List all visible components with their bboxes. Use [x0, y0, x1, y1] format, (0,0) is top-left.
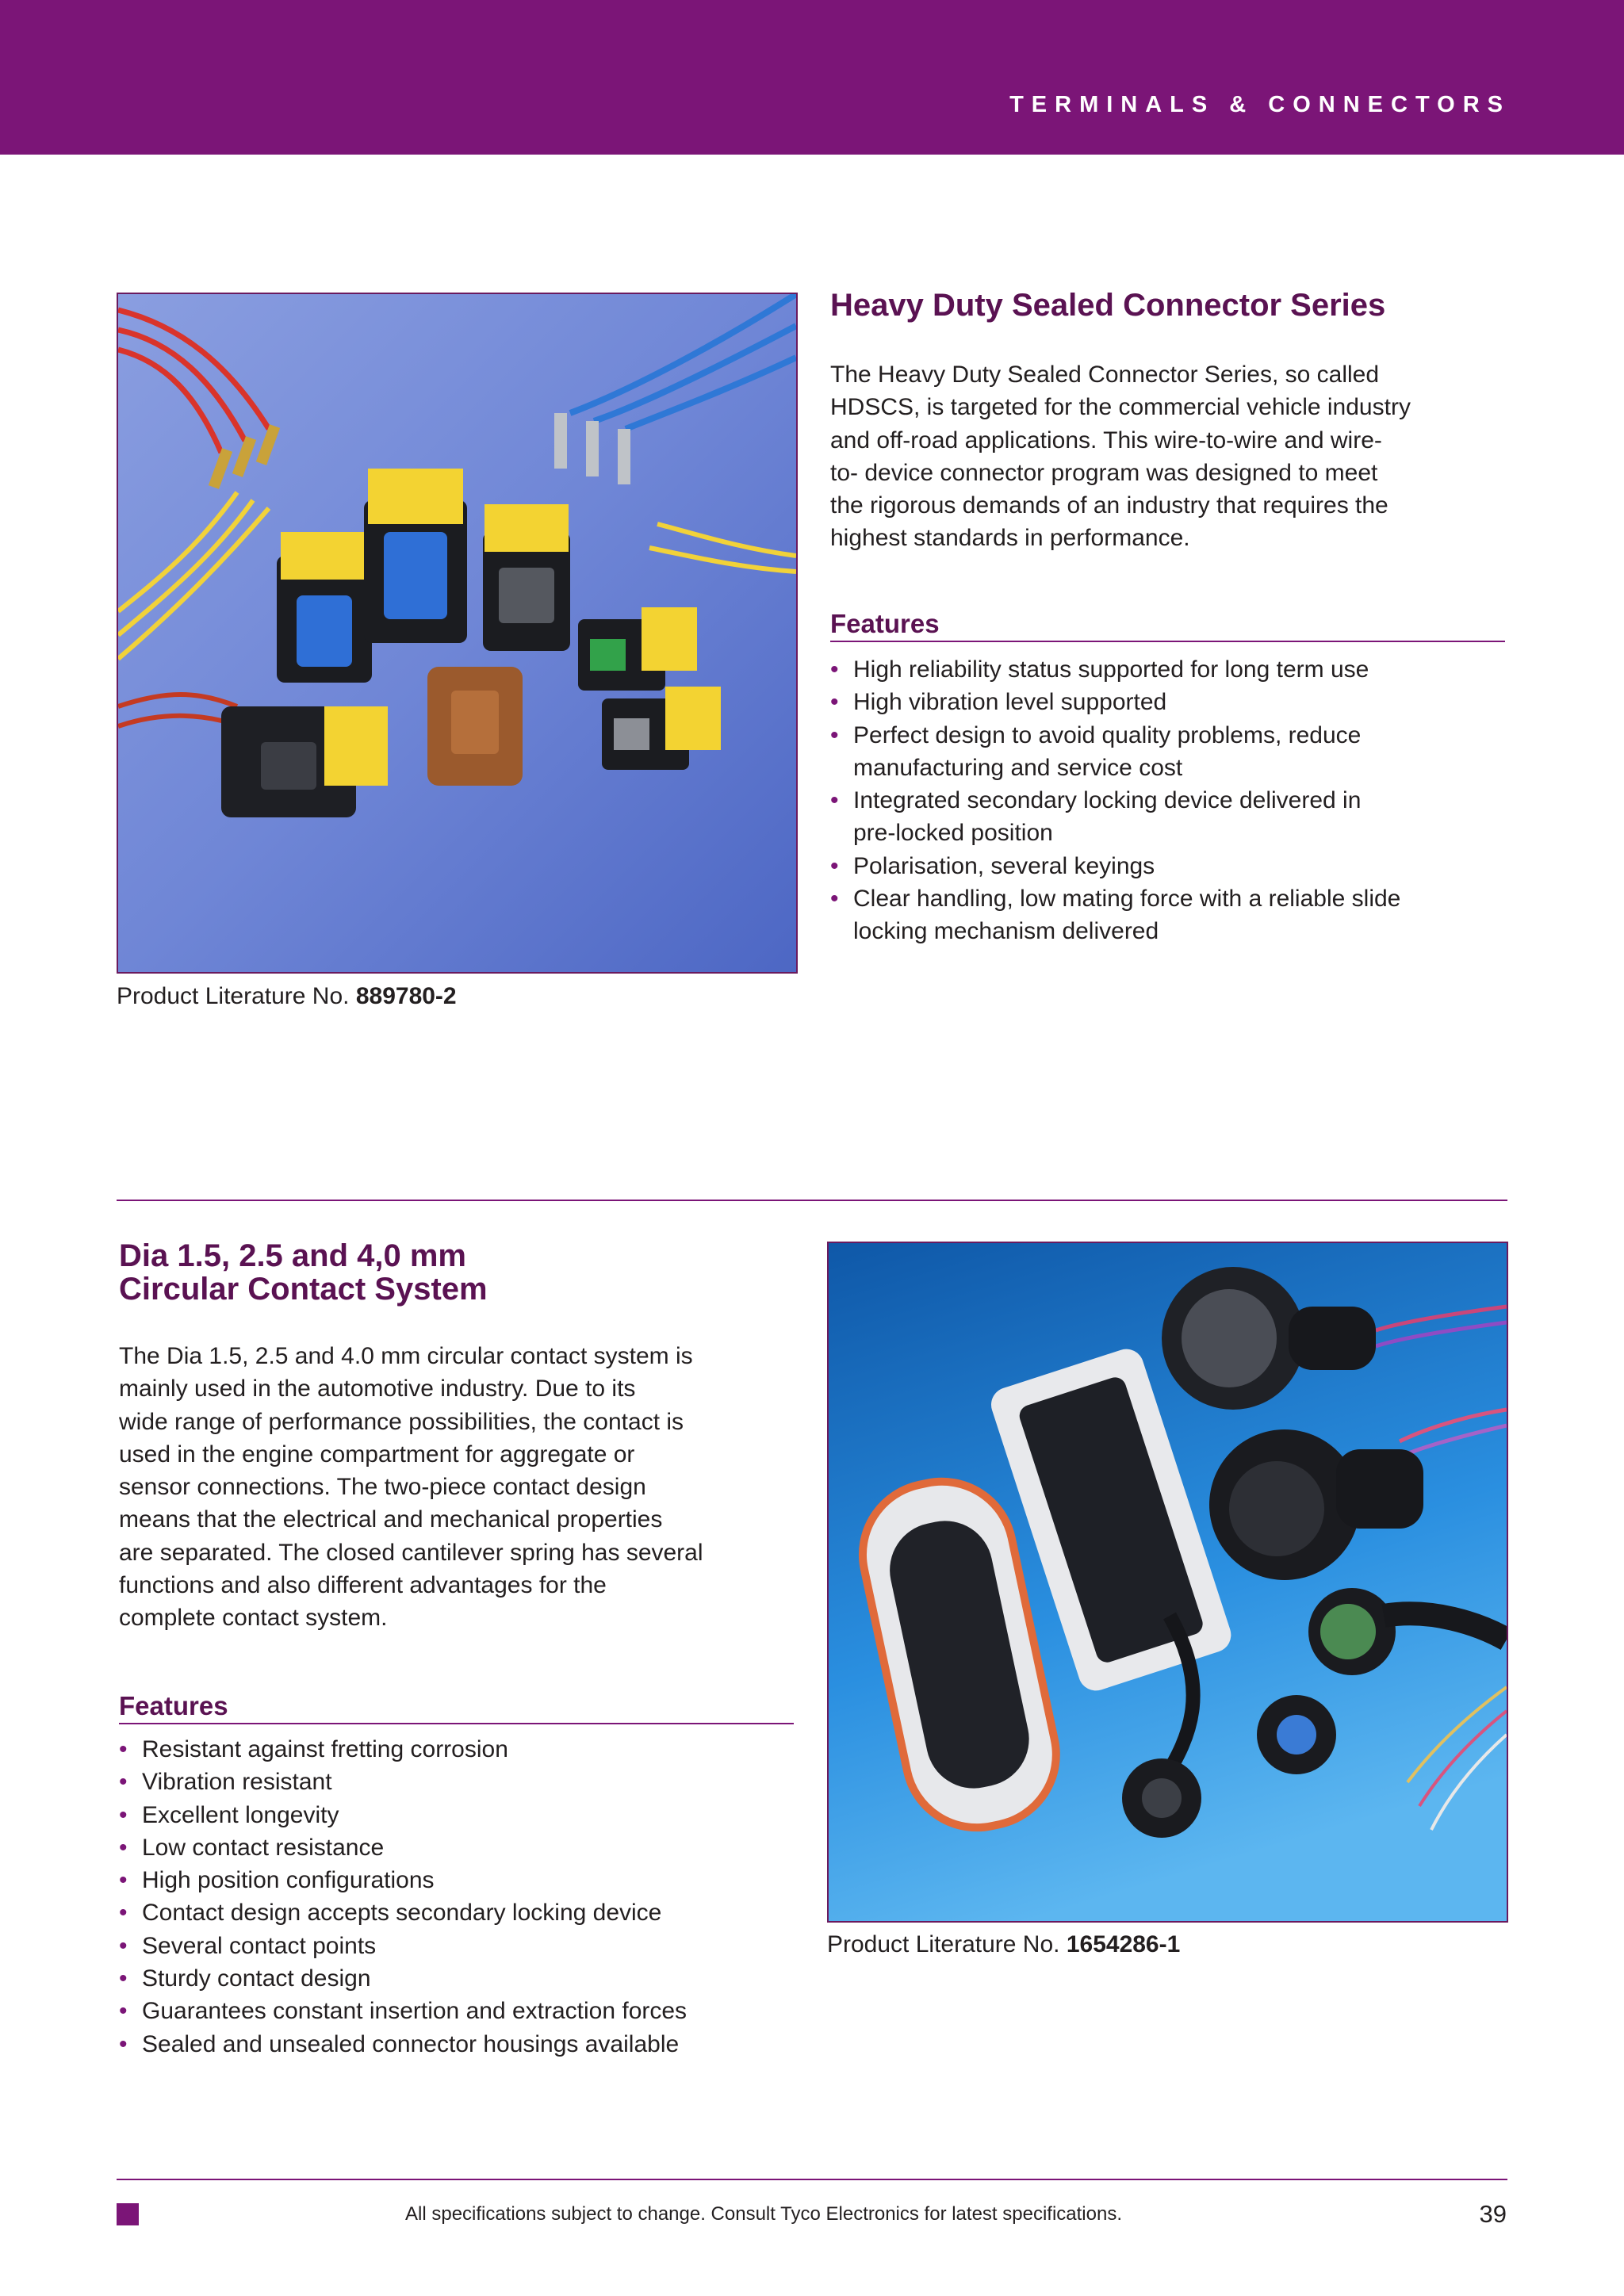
header-bar — [0, 0, 1624, 155]
features-list — [830, 653, 1400, 948]
section-description — [830, 358, 1411, 555]
bullet-icon: • — [119, 1965, 128, 1992]
features-heading: Features — [119, 1691, 794, 1724]
paragraph-line: The Heavy Duty Sealed Connector Series, so called — [830, 362, 1380, 388]
bullet-icon: • — [830, 852, 839, 879]
footer-divider — [117, 2179, 1507, 2180]
caption-label: Product Literature No. — [117, 983, 350, 1009]
feature-item: • Contact design accepts secondary locking device — [119, 1896, 687, 1929]
product-literature-caption-1 — [117, 983, 457, 1010]
paragraph-line: to- device connector program was designed to meet — [830, 459, 1378, 486]
feature-item: • Clear handling, low mating force with a reliable slide locking mechanism delivered — [830, 882, 1400, 948]
caption-label: Product Literature No. — [827, 1931, 1060, 1957]
paragraph-line: highest standards in performance. — [830, 525, 1190, 552]
bullet-icon: • — [830, 787, 839, 814]
feature-item: • Vibration resistant — [119, 1766, 687, 1798]
page-number: 39 — [1479, 2200, 1507, 2228]
bullet-icon: • — [119, 1801, 128, 1828]
paragraph-line: HDSCS, is targeted for the commercial vehicle industry — [830, 394, 1411, 421]
feature-item: • High reliability status supported for long term use — [830, 653, 1400, 686]
paragraph-line: complete contact system. — [119, 1605, 388, 1632]
bullet-icon: • — [119, 1769, 128, 1796]
section-title-line-1: Dia 1.5, 2.5 and 4,0 mm — [119, 1238, 466, 1273]
bullet-icon: • — [119, 1900, 128, 1927]
paragraph-line: functions and also different advantages for the — [119, 1572, 607, 1599]
bullet-icon: • — [830, 689, 839, 716]
paragraph-line: the rigorous demands of an industry that requires the — [830, 492, 1388, 519]
feature-item: • Several contact points — [119, 1930, 687, 1962]
paragraph-line: mainly used in the automotive industry. Due to its — [119, 1376, 636, 1402]
feature-item: • High position configurations — [119, 1864, 687, 1896]
bullet-icon: • — [119, 1736, 128, 1762]
paragraph-line: used in the engine compartment for aggregate or — [119, 1441, 635, 1468]
bullet-icon: • — [119, 1932, 128, 1959]
feature-item: • Polarisation, several keyings — [830, 850, 1400, 882]
paragraph-line: are separated. The closed cantilever spring has several — [119, 1539, 703, 1566]
section-divider — [117, 1200, 1507, 1201]
bullet-icon: • — [830, 656, 839, 683]
section-title: Heavy Duty Sealed Connector Series — [830, 288, 1386, 323]
paragraph-line: and off-road applications. This wire-to-wire and wire- — [830, 427, 1382, 453]
bullet-icon: • — [830, 721, 839, 748]
feature-item: • Low contact resistance — [119, 1831, 687, 1864]
feature-item: • Sealed and unsealed connector housings available — [119, 2028, 687, 2061]
feature-item: • Resistant against fretting corrosion — [119, 1733, 687, 1766]
feature-item: • Perfect design to avoid quality problems, reduce manufacturing and service cost — [830, 719, 1400, 785]
feature-item: • Sturdy contact design — [119, 1962, 687, 1995]
caption-number: 889780-2 — [355, 983, 457, 1009]
footer-note: All specifications subject to change. Consult Tyco Electronics for latest specifications. — [405, 2203, 1122, 2225]
footer-square-icon — [117, 2203, 139, 2225]
features-heading: Features — [830, 609, 1505, 642]
paragraph-line: means that the electrical and mechanical properties — [119, 1506, 663, 1533]
product-literature-caption-2 — [827, 1931, 1180, 1958]
bullet-icon: • — [119, 1867, 128, 1894]
bullet-icon: • — [830, 886, 839, 913]
paragraph-line: The Dia 1.5, 2.5 and 4.0 mm circular contact system is — [119, 1343, 693, 1369]
heavy-duty-connectors-photo — [117, 293, 798, 974]
feature-item: • Integrated secondary locking device delivered in pre-locked position — [830, 784, 1400, 850]
caption-number: 1654286-1 — [1066, 1931, 1181, 1957]
feature-item: • High vibration level supported — [830, 686, 1400, 718]
feature-item: • Guarantees constant insertion and extraction forces — [119, 1995, 687, 2027]
header-title: TERMINALS & CONNECTORS — [1009, 92, 1511, 117]
feature-item: • Excellent longevity — [119, 1799, 687, 1831]
paragraph-line: sensor connections. The two-piece contact design — [119, 1474, 646, 1501]
features-list — [119, 1733, 687, 2061]
circular-contact-system-photo — [827, 1242, 1508, 1923]
section-title-line-2: Circular Contact System — [119, 1272, 488, 1307]
bullet-icon: • — [119, 2030, 128, 2057]
bullet-icon: • — [119, 1834, 128, 1861]
section-description — [119, 1340, 703, 1635]
paragraph-line: wide range of performance possibilities, the contact is — [119, 1408, 684, 1435]
bullet-icon: • — [119, 1998, 128, 2025]
